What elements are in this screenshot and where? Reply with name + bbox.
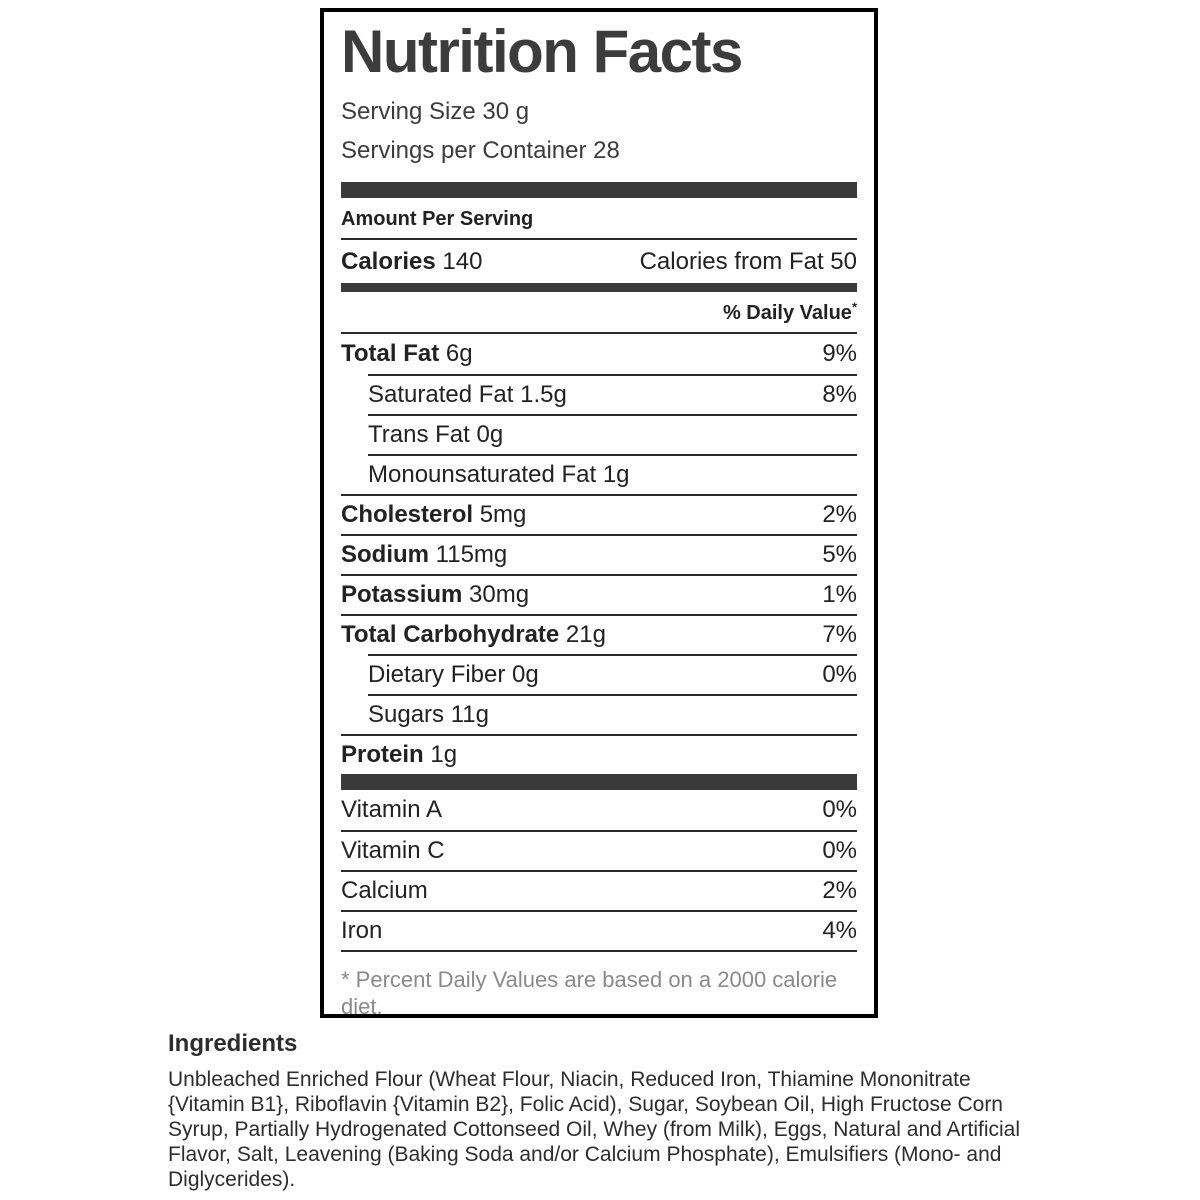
daily-value-text: % Daily Value [722,302,852,324]
nutrient-percent: 0% [822,661,857,688]
nutrient-amount: 0g [512,661,539,688]
nutrient-name: Total Fat [341,340,440,367]
vitamin-percent: 0% [822,837,857,864]
calories-value: 140 [442,247,483,275]
nutrient-percent: 2% [822,501,857,528]
vitamin-name: Iron [341,917,383,944]
vitamin-row [341,870,857,910]
ingredients-text: Unbleached Enriched Flour (Wheat Flour, Niacin, Reduced Iron, Thiamine Mononitrate {Vitamin B1}, Riboflavin {Vitamin B2}, Folic Acid), Sugar, Soybean Oil, High Fructose Corn Syrup, Partially Hydrogenated Cottonseed Oil, Whey (from Milk), Eggs, Natural and Artificial Flavor, Salt, Leavening (Baking Soda and/or Calcium Phosphate), Emulsifiers (Mono- and Diglycerides). [168,1068,1021,1191]
vitamin-row [341,790,857,830]
nutrient-name: Total Carbohydrate [341,621,560,648]
calories-label: Calories [341,247,436,275]
calories [341,248,482,276]
vitamin-rows [341,790,857,952]
nutrient-percent: 1% [822,581,857,608]
nutrient-amount: 6g [445,340,473,367]
ingredients-section [168,1030,1036,1192]
calories-from-fat: Calories from Fat 50 [639,247,857,275]
vitamin-percent: 2% [822,877,857,904]
nutrient-name: Dietary Fiber [368,661,506,688]
nutrition-facts-label [320,8,878,1018]
nutrient-label [368,381,567,409]
nutrient-label [341,501,526,529]
nutrient-row [341,334,857,374]
nutrient-row [341,534,857,574]
nutrient-row [368,654,857,694]
nutrient-amount: 30mg [469,581,530,608]
nutrient-amount: 1.5g [520,381,567,408]
separator-bar-bottom [341,774,857,790]
nutrient-amount: 1g [602,461,630,488]
daily-value-asterisk: * [851,299,857,315]
nutrient-row [341,614,857,654]
separator-bar-top [341,182,857,198]
nutrient-amount: 115mg [435,541,508,568]
nutrient-amount: 21g [565,621,606,648]
nutrient-row [368,694,857,734]
nutrient-name: Cholesterol [341,501,474,528]
nutrient-rows [341,334,857,774]
daily-value-footnote: * Percent Daily Values are based on a 2000 calorie diet. [341,967,838,1019]
nutrient-name: Saturated Fat [368,381,514,408]
vitamin-percent: 0% [822,796,857,823]
nutrient-percent: 7% [822,621,857,648]
vitamin-percent: 4% [822,917,857,944]
serving-size: Serving Size 30 g [341,98,530,125]
nutrient-label [368,701,489,729]
nutrient-name: Protein [341,741,424,768]
nutrient-name: Sodium [341,541,429,568]
nutrient-label [368,461,630,489]
daily-value-header [341,292,857,334]
nutrient-name: Monounsaturated Fat [368,461,597,488]
vitamin-row [341,910,857,950]
nutrient-label [341,621,606,649]
nutrient-row [368,454,857,494]
nutrient-label [341,581,529,609]
nutrient-percent: 5% [822,541,857,568]
nutrient-name: Potassium [341,581,463,608]
nutrient-row [341,574,857,614]
nutrient-label [341,541,507,569]
vitamin-name: Vitamin A [341,796,442,823]
amount-per-serving-heading: Amount Per Serving [341,198,857,240]
nutrient-amount: 5mg [479,501,527,528]
nutrient-percent: 9% [822,340,857,367]
nutrient-amount: 0g [476,421,504,448]
separator-bar-medium [341,283,857,292]
calories-row [341,240,857,283]
nutrient-amount: 1g [430,741,458,768]
nutrient-name: Sugars [368,701,445,728]
nutrient-label [341,340,473,368]
nutrient-label [368,661,539,689]
label-title: Nutrition Facts [341,18,742,85]
nutrient-label [341,741,457,769]
vitamin-row [341,830,857,870]
nutrient-row [341,734,857,774]
vitamin-name: Calcium [341,877,428,904]
nutrient-label [368,421,503,449]
nutrient-row [368,374,857,414]
nutrient-amount: 11g [450,701,489,728]
nutrient-row [368,414,857,454]
servings-per-container: Servings per Container 28 [341,137,620,164]
nutrient-name: Trans Fat [368,421,470,448]
nutrient-row [341,494,857,534]
vitamin-name: Vitamin C [341,837,445,864]
nutrient-percent: 8% [822,381,857,408]
ingredients-heading: Ingredients [168,1030,298,1057]
